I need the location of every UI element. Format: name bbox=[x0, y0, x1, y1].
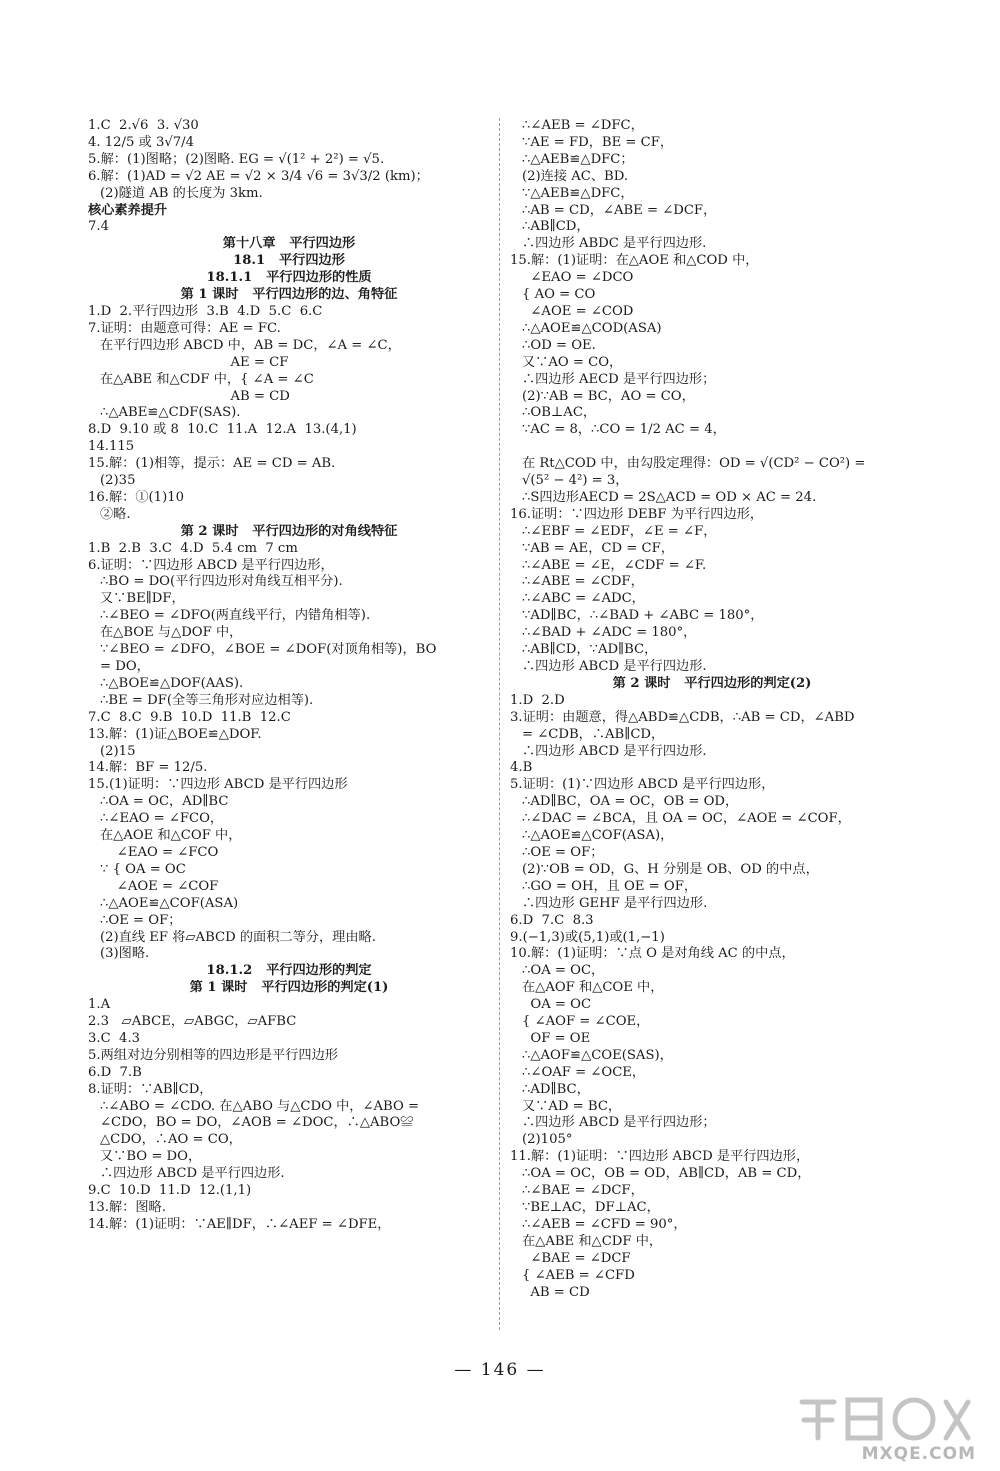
left-answer-line: ∴OA = OC，AD∥BC bbox=[100, 794, 229, 810]
left-answer-line: 13.解：(1)证△BOE≌△DOF. bbox=[88, 726, 262, 742]
left-answer-line: ∴四边形 ABCD 是平行四边形. bbox=[100, 1166, 285, 1182]
left-answer-line: ∴∠ABO = ∠CDO. 在△ABO 与△CDO 中，∠ABO = bbox=[100, 1098, 420, 1114]
left-answer-line: ∠CDO，BO = DO，∠AOB = ∠DOC，∴△ABO≌ bbox=[100, 1115, 414, 1131]
right-answer-line: ∴∠AEB = ∠CFD = 90°， bbox=[522, 1216, 687, 1232]
left-answer-line: ∠EAO = ∠FCO bbox=[100, 844, 219, 860]
left-answer-line: ∠AOE = ∠COF bbox=[100, 878, 219, 894]
right-answer-line: 3.证明：由题意，得△ABD≌△CDB，∴AB = CD，∠ABD bbox=[510, 709, 855, 725]
right-answer-line: ∠EAO = ∠DCO bbox=[522, 270, 634, 286]
right-answer-line: 又∵AD = BC， bbox=[522, 1098, 622, 1114]
right-answer-line: { ∠AOF = ∠COE， bbox=[522, 1014, 650, 1030]
right-answer-line: ∠AOE = ∠COD bbox=[522, 303, 634, 319]
right-answer-line: ∴四边形 ABCD 是平行四边形. bbox=[522, 743, 707, 759]
left-answer-line: 9.C 10.D 11.D 12.(1,1) bbox=[88, 1183, 252, 1199]
left-answer-line: 又∵BE∥DF， bbox=[100, 591, 185, 607]
right-answer-line: 第 2 课时 平行四边形的判定(2) bbox=[612, 675, 812, 691]
left-answer-line: 6.证明：∵四边形 ABCD 是平行四边形， bbox=[88, 557, 334, 573]
left-answer-line: (2)直线 EF 将▱ABCD 的面积二等分，理由略. bbox=[100, 929, 376, 945]
left-answer-line: ∴△AOE≌△COF(ASA) bbox=[100, 895, 239, 911]
right-answer-line: ∴OA = OC， bbox=[522, 963, 605, 979]
right-answer-line: √(5² − 4²) = 3， bbox=[522, 473, 629, 489]
left-answer-line: 在△AOE 和△COF 中， bbox=[100, 828, 242, 844]
right-answer-line: ∴GO = OH，且 OE = OF， bbox=[522, 878, 698, 894]
right-answer-line: 16.证明：∵四边形 DEBF 为平行四边形， bbox=[510, 506, 764, 522]
right-answer-line: ∴S四边形AECD = 2S△ACD = OD × AC = 24. bbox=[522, 489, 817, 505]
left-answer-line: 7.C 8.C 9.B 10.D 11.B 12.C bbox=[88, 709, 291, 725]
left-answer-line: ∴∠BEO = ∠DFO(两直线平行，内错角相等). bbox=[100, 608, 371, 624]
right-answer-line: ∴∠EBF = ∠EDF，∠E = ∠F， bbox=[522, 523, 717, 539]
right-answer-line: OF = OE bbox=[522, 1030, 591, 1046]
left-answer-line: 1.D 2.平行四边形 3.B 4.D 5.C 6.C bbox=[88, 303, 323, 319]
right-answer-line: ∴∠ABE = ∠CDF， bbox=[522, 574, 644, 590]
left-answer-line: 2.3 ▱ABCE，▱ABGC，▱AFBC bbox=[88, 1014, 297, 1030]
left-answer-line: ∴BE = DF(全等三角形对应边相等). bbox=[100, 692, 314, 708]
left-answer-line: 14.解：(1)证明：∵AE∥DF，∴∠AEF = ∠DFE， bbox=[88, 1216, 391, 1232]
right-answer-line: ∵AC = 8，∴CO = 1/2 AC = 4， bbox=[522, 422, 726, 438]
column-divider bbox=[499, 118, 500, 1330]
left-answer-line: ∴∠EAO = ∠FCO， bbox=[100, 811, 224, 827]
right-answer-line: AB = CD bbox=[522, 1284, 590, 1300]
right-answer-line: 10.解：(1)证明：∵点 O 是对角线 AC 的中点， bbox=[510, 946, 795, 962]
right-answer-line bbox=[510, 439, 914, 456]
right-answer-line: ∵BE⊥AC，DF⊥AC， bbox=[522, 1200, 660, 1215]
left-answer-line: 8.D 9.10 或 8 10.C 11.A 12.A 13.(4,1) bbox=[88, 422, 357, 438]
left-answer-line: (3)图略. bbox=[100, 946, 150, 962]
left-answer-line: 1.A bbox=[88, 997, 111, 1013]
right-answer-line: 4.B bbox=[510, 760, 533, 776]
left-answer-line: ∴△BOE≌△DOF(AAS). bbox=[100, 675, 244, 691]
right-answer-line: ∴OD = OE. bbox=[522, 337, 596, 353]
right-answer-line: ∴∠BAE = ∠DCF， bbox=[522, 1183, 644, 1199]
left-answer-line: 在△ABE 和△CDF 中，{ ∠A = ∠C bbox=[100, 371, 314, 387]
page-number: — 146 — bbox=[454, 1360, 546, 1380]
right-answer-line: ∴△AOE≌△COF(ASA)， bbox=[522, 828, 674, 844]
left-answer-line: 16.解：①(1)10 bbox=[88, 489, 184, 505]
left-answer-line: ∴△ABE≌△CDF(SAS). bbox=[100, 405, 241, 421]
left-answer-line: 又∵BO = DO， bbox=[100, 1149, 202, 1165]
right-answer-line: ∴OE = OF； bbox=[522, 844, 604, 860]
left-answer-line: (2)35 bbox=[100, 473, 136, 489]
left-answer-line: 14.解：BF = 12/5. bbox=[88, 760, 208, 776]
right-answer-line: (2)连接 AC、BD. bbox=[522, 168, 629, 184]
left-answer-column bbox=[88, 118, 490, 1234]
right-answer-line: 9.(−1,3)或(5,1)或(1,−1) bbox=[510, 929, 665, 945]
right-answer-line: ∠BAE = ∠DCF bbox=[522, 1250, 631, 1266]
right-answer-line: ∴AD∥BC，OA = OC，OB = OD， bbox=[522, 794, 739, 810]
left-answer-line: 7.证明：由题意可得：AE = FC. bbox=[88, 320, 281, 336]
left-answer-line: 8.证明：∵AB∥CD， bbox=[88, 1081, 213, 1097]
right-answer-line: ∵AE = FD，BE = CF， bbox=[522, 134, 674, 150]
right-answer-line: (2)∵AB = BC，AO = CO， bbox=[522, 388, 695, 404]
right-answer-line: 在△AOF 和△COE 中， bbox=[522, 980, 664, 996]
left-answer-line: ∵ { OA = OC bbox=[100, 861, 186, 877]
left-answer-line: 第十八章 平行四边形 bbox=[222, 236, 356, 252]
left-answer-line: AE = CF bbox=[88, 354, 289, 370]
watermark-logo-icon bbox=[796, 1392, 976, 1444]
right-answer-line: ∴OA = OC，OB = OD，AB∥CD，AB = CD， bbox=[522, 1166, 811, 1182]
right-answer-line: ∴四边形 ABCD 是平行四边形. bbox=[522, 659, 707, 674]
right-answer-line: ∴四边形 AECD 是平行四边形； bbox=[522, 371, 716, 387]
right-answer-line: ∴△AEB≌△DFC； bbox=[522, 151, 634, 167]
right-answer-line: 1.D 2.D bbox=[510, 692, 565, 708]
left-answer-line: 3.C 4.3 bbox=[88, 1030, 141, 1046]
left-answer-line: 6.D 7.B bbox=[88, 1064, 142, 1080]
right-answer-line: ∵AD∥BC，∴∠BAD + ∠ABC = 180°， bbox=[522, 608, 764, 624]
right-answer-line: ∴AB∥CD，∵AD∥BC， bbox=[522, 642, 658, 658]
left-answer-line: AB = CD bbox=[88, 388, 290, 404]
right-answer-line: ∴四边形 GEHF 是平行四边形. bbox=[522, 895, 708, 911]
right-answer-line: ∴AB∥CD， bbox=[522, 219, 590, 235]
watermark-text: MXQE.COM bbox=[861, 1444, 976, 1464]
right-answer-line: ∴AD∥BC， bbox=[522, 1081, 590, 1097]
right-answer-line: (2)∵OB = OD，G、H 分别是 OB、OD 的中点， bbox=[522, 861, 819, 877]
right-answer-line: ∴∠AEB = ∠DFC， bbox=[522, 118, 644, 133]
right-answer-line: 11.解：(1)证明：∵四边形 ABCD 是平行四边形， bbox=[510, 1149, 810, 1165]
left-answer-line: 7.4 bbox=[88, 219, 109, 235]
right-answer-line: ∴∠ABC = ∠ADC， bbox=[522, 591, 645, 607]
right-answer-line: ∴AB = CD，∠ABE = ∠DCF， bbox=[522, 202, 717, 218]
right-answer-line: ∴OB⊥AC， bbox=[522, 405, 597, 421]
right-answer-line: 又∵AO = CO， bbox=[522, 354, 623, 370]
left-answer-line: 第 2 课时 平行四边形的对角线特征 bbox=[180, 523, 398, 539]
right-answer-line: 5.证明：(1)∵四边形 ABCD 是平行四边形， bbox=[510, 777, 775, 793]
right-answer-line: OA = OC bbox=[522, 997, 592, 1013]
left-answer-line: 在△BOE 与△DOF 中， bbox=[100, 625, 243, 641]
right-answer-line: ∴∠OAF = ∠OCE， bbox=[522, 1064, 646, 1080]
left-answer-line: 18.1 平行四边形 bbox=[233, 253, 345, 269]
left-answer-line: ∴BO = DO(平行四边形对角线互相平分). bbox=[100, 574, 343, 590]
left-answer-line: 15.解：(1)相等，提示：AE = CD = AB. bbox=[88, 456, 336, 472]
left-answer-line: (2)15 bbox=[100, 743, 136, 759]
left-answer-line: 4. 12/5 或 3√7/4 bbox=[88, 134, 194, 150]
right-answer-line: ∵AB = AE，CD = CF， bbox=[522, 540, 674, 556]
right-answer-line: ∴∠ABE = ∠E，∠CDF = ∠F. bbox=[522, 557, 707, 573]
left-answer-line: 5.两组对边分别相等的四边形是平行四边形 bbox=[88, 1047, 338, 1063]
left-answer-line: 第 1 课时 平行四边形的边、角特征 bbox=[180, 287, 398, 303]
left-answer-line: 13.解：图略. bbox=[88, 1200, 166, 1215]
right-answer-line: ∴四边形 ABCD 是平行四边形； bbox=[522, 1115, 716, 1131]
right-answer-line: 在△ABE 和△CDF 中， bbox=[522, 1233, 663, 1249]
watermark bbox=[796, 1392, 976, 1464]
right-answer-line: { ∠AEB = ∠CFD bbox=[522, 1267, 635, 1283]
left-answer-line: 5.解：(1)图略；(2)图略. EG = √(1² + 2²) = √5. bbox=[88, 151, 385, 167]
right-answer-line: ∴△AOE≌△COD(ASA) bbox=[522, 320, 662, 336]
right-answer-line: 15.解：(1)证明：在△AOE 和△COD 中， bbox=[510, 253, 759, 269]
left-answer-line: 在平行四边形 ABCD 中，AB = DC，∠A = ∠C， bbox=[100, 337, 401, 353]
left-answer-line: 18.1.2 平行四边形的判定 bbox=[206, 963, 372, 979]
right-answer-line: { AO = CO bbox=[522, 287, 596, 303]
right-answer-column bbox=[510, 118, 914, 1301]
left-answer-line: ②略. bbox=[100, 506, 131, 522]
left-answer-line: 15.(1)证明：∵四边形 ABCD 是平行四边形 bbox=[88, 777, 348, 793]
right-answer-line: = ∠CDB，∴AB∥CD， bbox=[522, 726, 665, 742]
left-answer-line: 1.B 2.B 3.C 4.D 5.4 cm 7 cm bbox=[88, 540, 298, 556]
right-answer-line: ∴∠BAD + ∠ADC = 180°， bbox=[522, 625, 697, 641]
left-answer-line: (2)隧道 AB 的长度为 3km. bbox=[100, 185, 263, 201]
left-answer-line: 核心素养提升 bbox=[88, 202, 168, 218]
right-answer-line: ∵△AEB≌△DFC， bbox=[522, 185, 634, 201]
left-answer-line: 1.C 2.√6 3. √30 bbox=[88, 118, 199, 133]
left-answer-line: = DO， bbox=[100, 659, 150, 674]
right-answer-line: ∴∠DAC = ∠BCA，且 OA = OC，∠AOE = ∠COF， bbox=[522, 811, 851, 827]
right-answer-line: ∴△AOF≌△COE(SAS)， bbox=[522, 1047, 673, 1063]
left-answer-line: 6.解：(1)AD = √2 AE = √2 × 3/4 √6 = 3√3/2 (km)； bbox=[88, 168, 429, 184]
left-answer-line: 18.1.1 平行四边形的性质 bbox=[206, 270, 372, 286]
right-answer-line: 6.D 7.C 8.3 bbox=[510, 912, 594, 928]
left-answer-line: 第 1 课时 平行四边形的判定(1) bbox=[189, 980, 389, 996]
right-answer-line: ∴四边形 ABDC 是平行四边形. bbox=[522, 236, 707, 252]
right-answer-line: 在 Rt△COD 中，由勾股定理得：OD = √(CD² − CO²) = bbox=[522, 456, 866, 472]
left-answer-line: ∴OE = OF； bbox=[100, 912, 182, 928]
left-answer-line: 14.115 bbox=[88, 439, 135, 455]
left-answer-line: △CDO，∴AO = CO， bbox=[100, 1132, 242, 1148]
right-answer-line: (2)105° bbox=[522, 1132, 573, 1148]
left-answer-line: ∵∠BEO = ∠DFO，∠BOE = ∠DOF(对顶角相等)，BO bbox=[100, 642, 437, 658]
